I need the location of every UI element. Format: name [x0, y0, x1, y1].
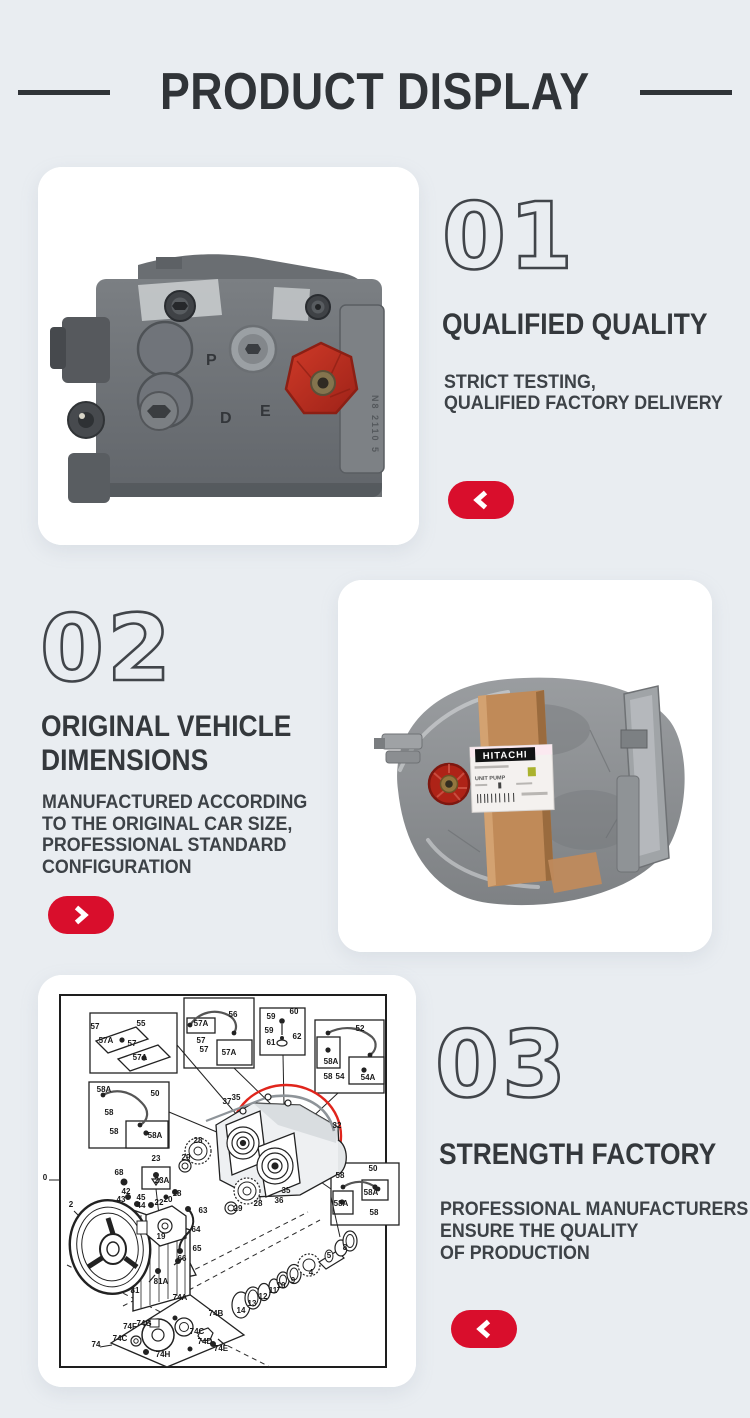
svg-text:52: 52	[355, 1024, 365, 1033]
svg-text:54: 54	[335, 1072, 345, 1081]
svg-text:58A: 58A	[96, 1085, 112, 1094]
svg-text:37: 37	[222, 1097, 232, 1106]
svg-text:11: 11	[268, 1286, 278, 1295]
svg-text:02: 02	[40, 595, 175, 702]
svg-text:57: 57	[90, 1022, 100, 1031]
svg-text:19: 19	[156, 1232, 166, 1241]
svg-text:59: 59	[266, 1012, 276, 1021]
svg-text:58: 58	[335, 1171, 345, 1180]
svg-text:18: 18	[172, 1189, 182, 1198]
svg-text:35: 35	[281, 1186, 291, 1195]
parts-diagram-card	[38, 975, 416, 1387]
svg-text:58: 58	[109, 1127, 119, 1136]
svg-text:58: 58	[104, 1108, 114, 1117]
title-dash-right	[640, 90, 732, 95]
section-body-1: STRICT TESTING, QUALIFIED FACTORY DELIVERY	[444, 372, 723, 414]
svg-text:28: 28	[193, 1136, 203, 1145]
svg-text:45: 45	[136, 1193, 146, 1202]
svg-text:74H: 74H	[155, 1350, 171, 1359]
section-heading-2: ORIGINAL VEHICLE DIMENSIONS	[41, 710, 292, 777]
section-number-01	[440, 183, 610, 290]
svg-text:28: 28	[253, 1199, 263, 1208]
svg-text:65: 65	[192, 1244, 202, 1253]
svg-text:58A: 58A	[147, 1131, 163, 1140]
svg-text:14: 14	[236, 1306, 246, 1315]
svg-text:64: 64	[191, 1225, 201, 1234]
svg-text:63: 63	[198, 1206, 208, 1215]
svg-text:57: 57	[196, 1036, 206, 1045]
svg-text:5: 5	[326, 1251, 332, 1260]
svg-text:74E: 74E	[213, 1344, 229, 1353]
svg-text:74G: 74G	[136, 1319, 152, 1328]
chevron-left-icon	[472, 489, 490, 511]
svg-text:2: 2	[68, 1200, 74, 1209]
svg-text:29: 29	[181, 1153, 191, 1162]
embossed-letter-p: P	[206, 352, 217, 369]
svg-text:74C: 74C	[189, 1327, 205, 1336]
svg-text:58A: 58A	[333, 1199, 349, 1208]
svg-text:60: 60	[289, 1007, 299, 1016]
product-photo-card-pump	[38, 167, 419, 545]
svg-text:61: 61	[266, 1038, 276, 1047]
prev-arrow-button-3[interactable]	[451, 1310, 517, 1348]
svg-text:58: 58	[369, 1208, 379, 1217]
svg-text:0: 0	[42, 1173, 48, 1182]
svg-text:55: 55	[136, 1019, 146, 1028]
svg-text:62: 62	[292, 1032, 302, 1041]
section-body-2: MANUFACTURED ACCORDING TO THE ORIGINAL CAR SIZE, PROFESSIONAL STANDARD CONFIGURATION	[42, 792, 308, 878]
svg-text:50: 50	[368, 1164, 378, 1173]
svg-text:58A: 58A	[323, 1057, 339, 1066]
embossed-letter-d: D	[220, 410, 232, 427]
svg-text:35: 35	[231, 1093, 241, 1102]
svg-text:42: 42	[121, 1187, 131, 1196]
wrapped-pump-photo	[338, 580, 712, 952]
svg-text:58: 58	[323, 1072, 333, 1081]
svg-text:58A: 58A	[363, 1188, 379, 1197]
svg-text:66: 66	[177, 1254, 187, 1263]
casting-side-code: N8 2110 5	[370, 395, 380, 455]
svg-text:81A: 81A	[153, 1277, 169, 1286]
section-number-03	[433, 1011, 603, 1118]
page-title: PRODUCT DISPLAY	[160, 63, 590, 121]
svg-text:57: 57	[199, 1045, 209, 1054]
svg-text:57A: 57A	[132, 1053, 148, 1062]
chevron-right-icon	[72, 904, 90, 926]
svg-text:13: 13	[247, 1299, 257, 1308]
svg-text:10: 10	[276, 1281, 286, 1290]
svg-text:43: 43	[116, 1195, 126, 1204]
svg-text:20: 20	[163, 1195, 173, 1204]
pump-photo	[38, 167, 419, 545]
chevron-left-icon	[475, 1318, 493, 1340]
svg-text:50: 50	[150, 1089, 160, 1098]
svg-text:74B: 74B	[208, 1309, 224, 1318]
page-header	[0, 62, 750, 122]
svg-text:57A: 57A	[193, 1019, 209, 1028]
svg-text:74D: 74D	[197, 1337, 213, 1346]
svg-text:8: 8	[342, 1243, 348, 1252]
svg-text:74: 74	[91, 1340, 101, 1349]
svg-text:01: 01	[442, 183, 577, 290]
title-dash-left	[18, 90, 110, 95]
svg-text:9: 9	[290, 1276, 296, 1285]
embossed-letter-e: E	[260, 403, 271, 420]
svg-text:29: 29	[233, 1204, 243, 1213]
section-body-3: PROFESSIONAL MANUFACTURERS ENSURE THE QUALITY OF PRODUCTION	[440, 1199, 749, 1264]
label-brand: HITACHI	[482, 749, 528, 762]
svg-text:4: 4	[308, 1268, 314, 1277]
hitachi-label	[470, 745, 554, 813]
svg-text:57A: 57A	[221, 1048, 237, 1057]
svg-text:74A: 74A	[172, 1293, 188, 1302]
svg-text:68: 68	[114, 1168, 124, 1177]
svg-text:36: 36	[274, 1196, 284, 1205]
product-photo-card-wrapped-pump	[338, 580, 712, 952]
section-heading-3: STRENGTH FACTORY	[439, 1138, 717, 1171]
svg-text:54A: 54A	[360, 1073, 376, 1082]
prev-arrow-button-1[interactable]	[448, 481, 514, 519]
svg-text:56: 56	[228, 1010, 238, 1019]
svg-text:81: 81	[130, 1286, 140, 1295]
svg-text:22: 22	[154, 1198, 164, 1207]
svg-text:74C: 74C	[112, 1334, 128, 1343]
svg-text:23: 23	[151, 1154, 161, 1163]
svg-text:03: 03	[435, 1011, 570, 1118]
next-arrow-button-2[interactable]	[48, 896, 114, 934]
svg-text:57A: 57A	[98, 1036, 114, 1045]
exploded-parts-diagram	[38, 975, 416, 1387]
svg-text:44: 44	[136, 1201, 146, 1210]
svg-text:23A: 23A	[154, 1176, 170, 1185]
svg-text:59: 59	[264, 1026, 274, 1035]
label-part-name: UNIT PUMP	[474, 775, 506, 783]
svg-text:32: 32	[332, 1121, 342, 1130]
section-heading-1: QUALIFIED QUALITY	[442, 308, 708, 341]
svg-text:74F: 74F	[123, 1322, 137, 1331]
svg-text:12: 12	[258, 1292, 268, 1301]
svg-text:57: 57	[127, 1039, 137, 1048]
section-number-02	[38, 595, 208, 702]
